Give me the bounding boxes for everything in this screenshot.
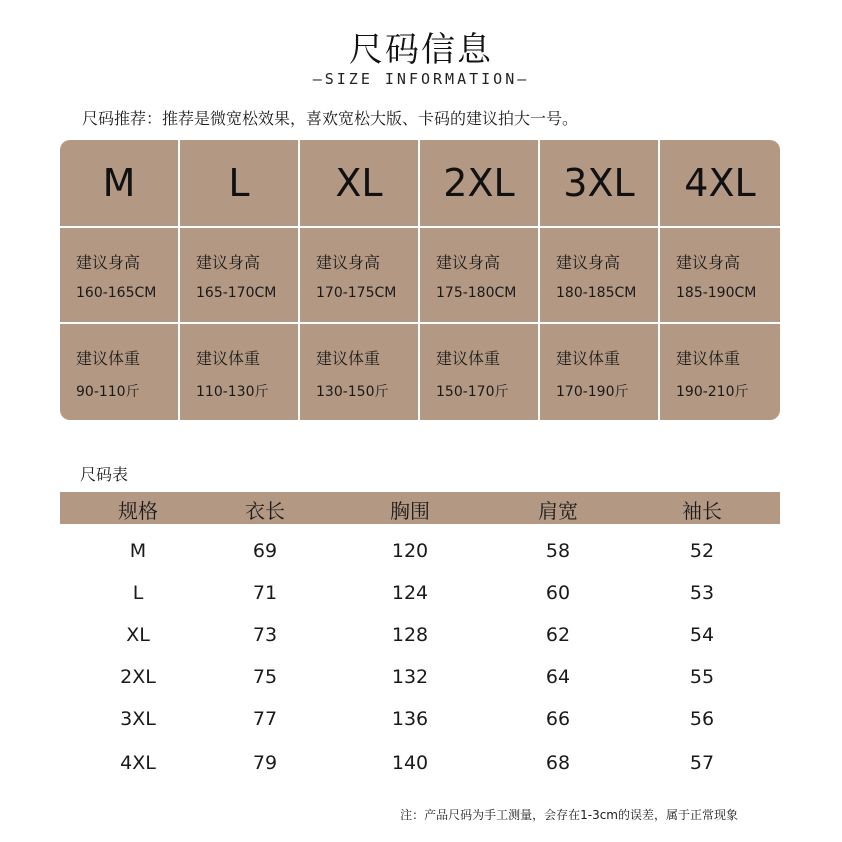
table-cell: XL: [126, 624, 150, 646]
height-cell: [420, 228, 540, 324]
weight-label: 建议体重: [676, 349, 741, 368]
size-header-cell: M: [60, 140, 180, 228]
size-header-cell: L: [180, 140, 300, 228]
table-cell: 52: [689, 540, 715, 562]
column-header: 衣长: [245, 499, 285, 523]
size-header-cell: XL: [300, 140, 420, 228]
table-cell: 66: [545, 708, 571, 730]
weight-label: 建议体重: [196, 349, 261, 368]
column-header: 肩宽: [538, 499, 578, 523]
table-cell: L: [132, 582, 144, 604]
table-cell: 68: [545, 752, 571, 774]
weight-cell: [180, 324, 300, 420]
table-cell: 58: [545, 540, 571, 562]
height-cell: [660, 228, 780, 324]
height-cell: [60, 228, 180, 324]
weight-label: 建议体重: [316, 349, 381, 368]
column-header: 胸围: [390, 499, 430, 523]
weight-label: 建议体重: [556, 349, 621, 368]
table-cell: 53: [689, 582, 715, 604]
weight-value: 110-130斤: [196, 384, 269, 400]
height-value: 175-180CM: [436, 285, 517, 301]
size-header-cell: 3XL: [540, 140, 660, 228]
weight-cell: [420, 324, 540, 420]
table-cell: 69: [252, 540, 278, 562]
height-label: 建议身高: [556, 253, 621, 272]
table-cell: 2XL: [120, 666, 156, 688]
size-header-cell: 4XL: [660, 140, 780, 228]
table-cell: 55: [689, 666, 715, 688]
height-value: 170-175CM: [316, 285, 397, 301]
weight-value: 170-190斤: [556, 384, 629, 400]
column-header: 袖长: [682, 499, 722, 523]
height-label: 建议身高: [76, 253, 141, 272]
height-label: 建议身高: [316, 253, 381, 272]
table-cell: 71: [252, 582, 278, 604]
height-value: 165-170CM: [196, 285, 277, 301]
table-cell: 75: [252, 666, 278, 688]
page-title: 尺码信息: [349, 30, 493, 70]
page-subtitle: —SIZE INFORMATION—: [312, 70, 530, 88]
height-value: 160-165CM: [76, 285, 157, 301]
table-cell: M: [129, 540, 147, 562]
size-header-cell: 2XL: [420, 140, 540, 228]
weight-cell: [60, 324, 180, 420]
table-cell: 128: [391, 624, 429, 646]
table-cell: 73: [252, 624, 278, 646]
height-label: 建议身高: [196, 253, 261, 272]
weight-value: 150-170斤: [436, 384, 509, 400]
table-cell: 132: [391, 666, 429, 688]
weight-cell: [660, 324, 780, 420]
table-cell: 136: [391, 708, 429, 730]
weight-value: 90-110斤: [76, 384, 140, 400]
weight-value: 130-150斤: [316, 384, 389, 400]
size-chart-header: [60, 492, 780, 524]
measurement-note: 注：产品尺码为手工测量，会存在1-3cm的误差，属于正常现象: [400, 808, 738, 822]
height-value: 185-190CM: [676, 285, 757, 301]
table-cell: 140: [391, 752, 429, 774]
table-cell: 124: [391, 582, 429, 604]
height-cell: [540, 228, 660, 324]
table-cell: 3XL: [120, 708, 156, 730]
table-cell: 77: [252, 708, 278, 730]
table-cell: 54: [689, 624, 715, 646]
weight-cell: [300, 324, 420, 420]
table-cell: 60: [545, 582, 571, 604]
weight-value: 190-210斤: [676, 384, 749, 400]
weight-label: 建议体重: [436, 349, 501, 368]
column-header: 规格: [118, 499, 158, 523]
height-label: 建议身高: [436, 253, 501, 272]
table-cell: 64: [545, 666, 571, 688]
weight-cell: [540, 324, 660, 420]
height-label: 建议身高: [676, 253, 741, 272]
size-chart-title: 尺码表: [80, 465, 129, 484]
table-cell: 62: [545, 624, 571, 646]
size-recommendation: 尺码推荐：推荐是微宽松效果，喜欢宽松大版、卡码的建议拍大一号。: [82, 109, 579, 128]
size-recommendation-grid: [60, 140, 780, 420]
table-cell: 4XL: [120, 752, 156, 774]
table-cell: 120: [391, 540, 429, 562]
height-value: 180-185CM: [556, 285, 637, 301]
height-cell: [180, 228, 300, 324]
weight-label: 建议体重: [76, 349, 141, 368]
table-cell: 79: [252, 752, 278, 774]
table-cell: 57: [689, 752, 715, 774]
height-cell: [300, 228, 420, 324]
table-cell: 56: [689, 708, 715, 730]
